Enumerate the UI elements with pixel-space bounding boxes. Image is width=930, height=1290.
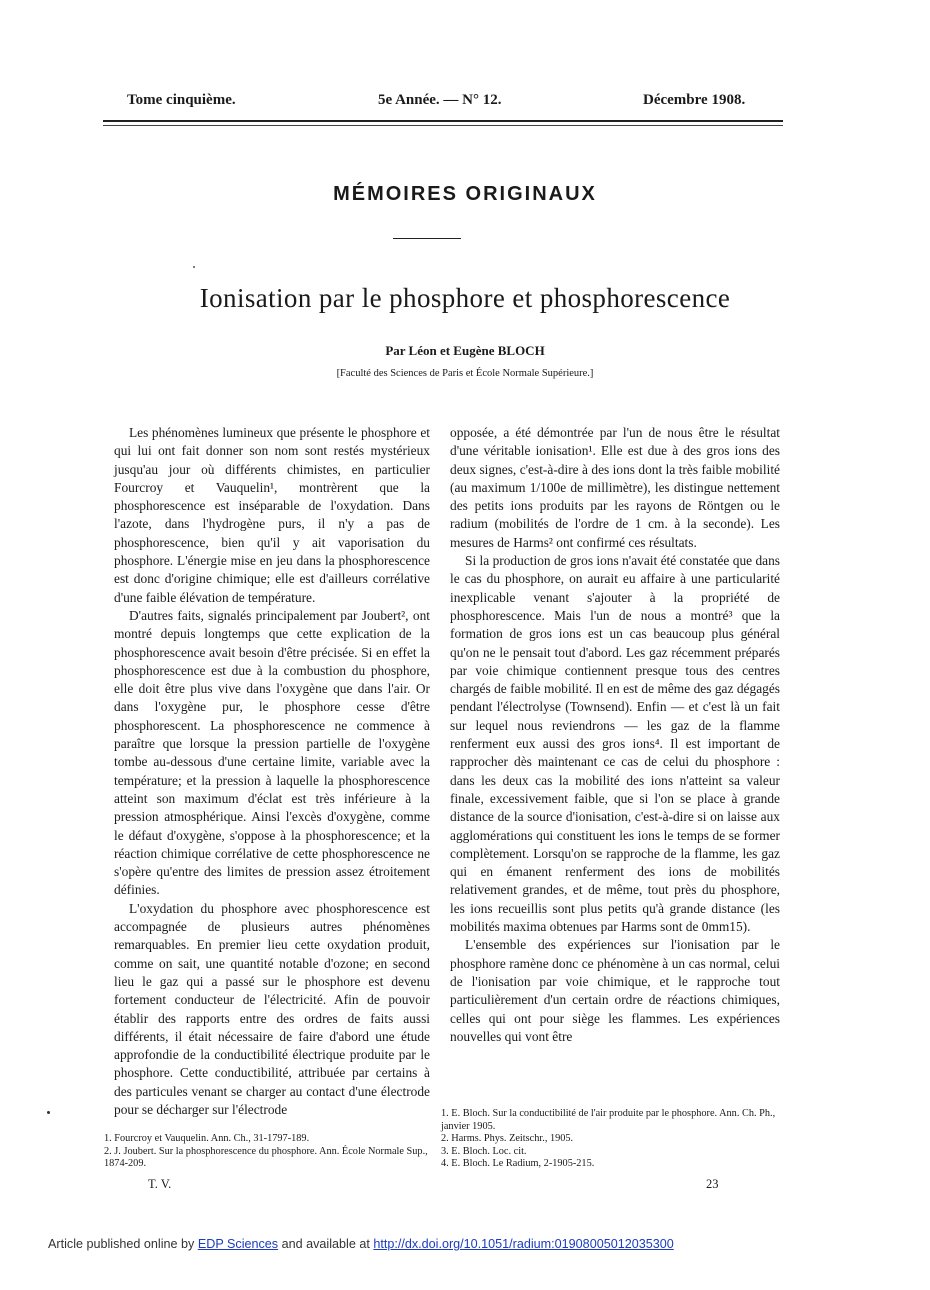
paragraph: opposée, a été démontrée par l'un de nous être le résultat d'une véritable ionisation¹. Elle est due à des gros ions des deux signes, c'est-à-dire à des ions dont la très faible mobilité (au maximum 1/100e de millimètre), les distingue nettement des petits ions produits par les rayons de Röntgen ou le radium (mobilités de l'ordre de 1 cm. à la seconde). Les mesures de Harms² ont confirmé ces résultats.	[450, 425, 780, 550]
footnote: 4. E. Bloch. Le Radium, 2-1905-215.	[441, 1158, 595, 1170]
footnote: 3. E. Bloch. Loc. cit.	[441, 1145, 527, 1157]
paragraph: L'ensemble des expériences sur l'ionisation par le phosphore ramène donc ce phénomène à un cas normal, celui de l'ionisation par voie chimique, et le rapproche tout particulièrement d'un certain ordre de réactions chimiques, celles qui ont pour siège les flammes. Les expériences nouvelles qui vont être	[450, 937, 780, 1044]
paragraph: D'autres faits, signalés principalement par Joubert², ont montré depuis longtemps que cette explication de la phosphorescence avait besoin d'être précisée. Si en effet la phosphorescence est due à la combustion du phosphore, elle doit être plus vive dans l'oxygène que dans l'air. Or dans l'oxygène pur, le phosphore cesse d'être phosphorescent. La phosphorescence ne commence à paraître que lorsque la pression partielle de l'oxygène tombe au-dessous d'une certaine limite, variable avec la température; et la pression à laquelle la phosphorescence atteint son maximum d'éclat est très inférieure à la pression atmosphérique. Ainsi l'excès d'oxygène, comme le défaut d'oxygène, s'oppose à la phosphorescence; et la réaction chimique corrélative de cette phosphorescence ne s'opère qu'entre des limites de pression assez étroitement définies.	[114, 607, 430, 898]
header-date: Décembre 1908.	[643, 92, 746, 108]
paragraph: Si la production de gros ions n'avait été constatée que dans le cas du phosphore, on aurait eu affaire à une particularité inexplicable venant s'ajouter à la propriété de phosphorescence. Mais l'un de nous a montré³ que la formation de gros ions est un cas beaucoup plus général qu'on ne le pensait tout d'abord. Les gaz récemment préparés par voie chimique contiennent presque tous des centres chargés de faible mobilité. Il en est de même des gaz dégagés pendant l'électrolyse (Townsend). Enfin — et c'est là un fait sur lequel nous reviendrons — les gaz de la flamme renferment eux aussi des gros ions⁴. Il est important de rapprocher dès maintenant ce cas de celui du phosphore : dans les deux cas la mobilité des ions n'atteint sa valeur finale, excessivement faible, que si l'on se place à grande distance de la source d'ionisation, c'est-à-dire si on laisse aux agglomérations qui constituent les ions le temps de se former complètement. Lorsqu'on se rapproche de la flamme, les gaz qui en émanent renferment des ions de mobilités relativement grandes, et de même, tout près du phosphore, les ions recueillis sont plus petits qu'à grande distance (les mobilités maxima obtenues par Harms sont de 0mm15).	[450, 553, 780, 935]
footnote: 1. Fourcroy et Vauquelin. Ann. Ch., 31-1797-189.	[104, 1133, 310, 1144]
running-header	[103, 92, 783, 114]
left-column	[114, 424, 430, 1119]
header-issue: 5e Année. — N° 12.	[378, 92, 502, 108]
header-rule-thick	[103, 120, 783, 122]
page-number: 23	[706, 1177, 719, 1191]
footnote: 2. J. Joubert. Sur la phosphorescence du phosphore. Ann. École Normale Sup., 1874-209.	[104, 1145, 428, 1170]
publisher-link[interactable]: EDP Sciences	[197, 1237, 279, 1251]
paragraph: Les phénomènes lumineux que présente le phosphore et qui lui ont fait donner son nom sont restés mystérieux jusqu'au jour où différents chimistes, en particulier Fourcroy et Vauquelin¹, montrèrent que la phosphorescence est inséparable de l'oxydation. Dans l'azote, dans l'hydrogène purs, il n'y a pas de phosphorescence, bien qu'il y ait vaporisation du phosphore. L'énergie mise en jeu dans la phosphorescence est donc d'origine chimique; elle est d'ailleurs corrélative d'une faible élévation de température.	[114, 425, 430, 605]
article-title: Ionisation par le phosphore et phosphorescence	[199, 283, 731, 313]
header-rule-thin	[103, 125, 783, 126]
paragraph: L'oxydation du phosphore avec phosphorescence est accompagnée de plusieurs autres phénomènes remarquables. En premier lieu cette oxydation produit, comme on sait, une quantité notable d'ozone; en second lieu le gaz qui a passé sur le phosphore est devenu fortement conducteur de l'électricité. Afin de pouvoir établir des rapports entre des ordres de faits aussi différents, il était nécessaire de faire d'abord une étude approfondie de la conductibilité électrique produite par le phosphore. Cette conductibilité, attribuée par certains à des particules venant se charger au contact d'une électrode pour se décharger sur l'électrode	[114, 900, 430, 1117]
right-column	[450, 424, 780, 1046]
section-title: MÉMOIRES ORIGINAUX	[333, 183, 597, 205]
publication-footer	[48, 1237, 674, 1251]
footnotes-right	[441, 1108, 781, 1171]
footnote: 1. E. Bloch. Sur la conductibilité de l'air produite par le phosphore. Ann. Ch. Ph., janvier 1905.	[441, 1108, 776, 1132]
footnote: 2. Harms. Phys. Zeitschr., 1905.	[441, 1133, 574, 1145]
footer-prefix: Article published online by	[48, 1237, 195, 1251]
footer-middle: and available at	[281, 1237, 370, 1251]
print-speck	[193, 266, 195, 268]
footnotes-left	[104, 1133, 434, 1171]
signature-mark: T. V.	[148, 1177, 172, 1191]
margin-mark	[47, 1111, 50, 1114]
header-volume: Tome cinquième.	[127, 92, 236, 108]
section-divider	[393, 238, 461, 239]
article-affiliation: [Faculté des Sciences de Paris et École Normale Supérieure.]	[336, 368, 594, 379]
article-authors: Par Léon et Eugène BLOCH	[385, 343, 545, 358]
doi-link[interactable]: http://dx.doi.org/10.1051/radium:01908005012035300	[373, 1237, 674, 1251]
